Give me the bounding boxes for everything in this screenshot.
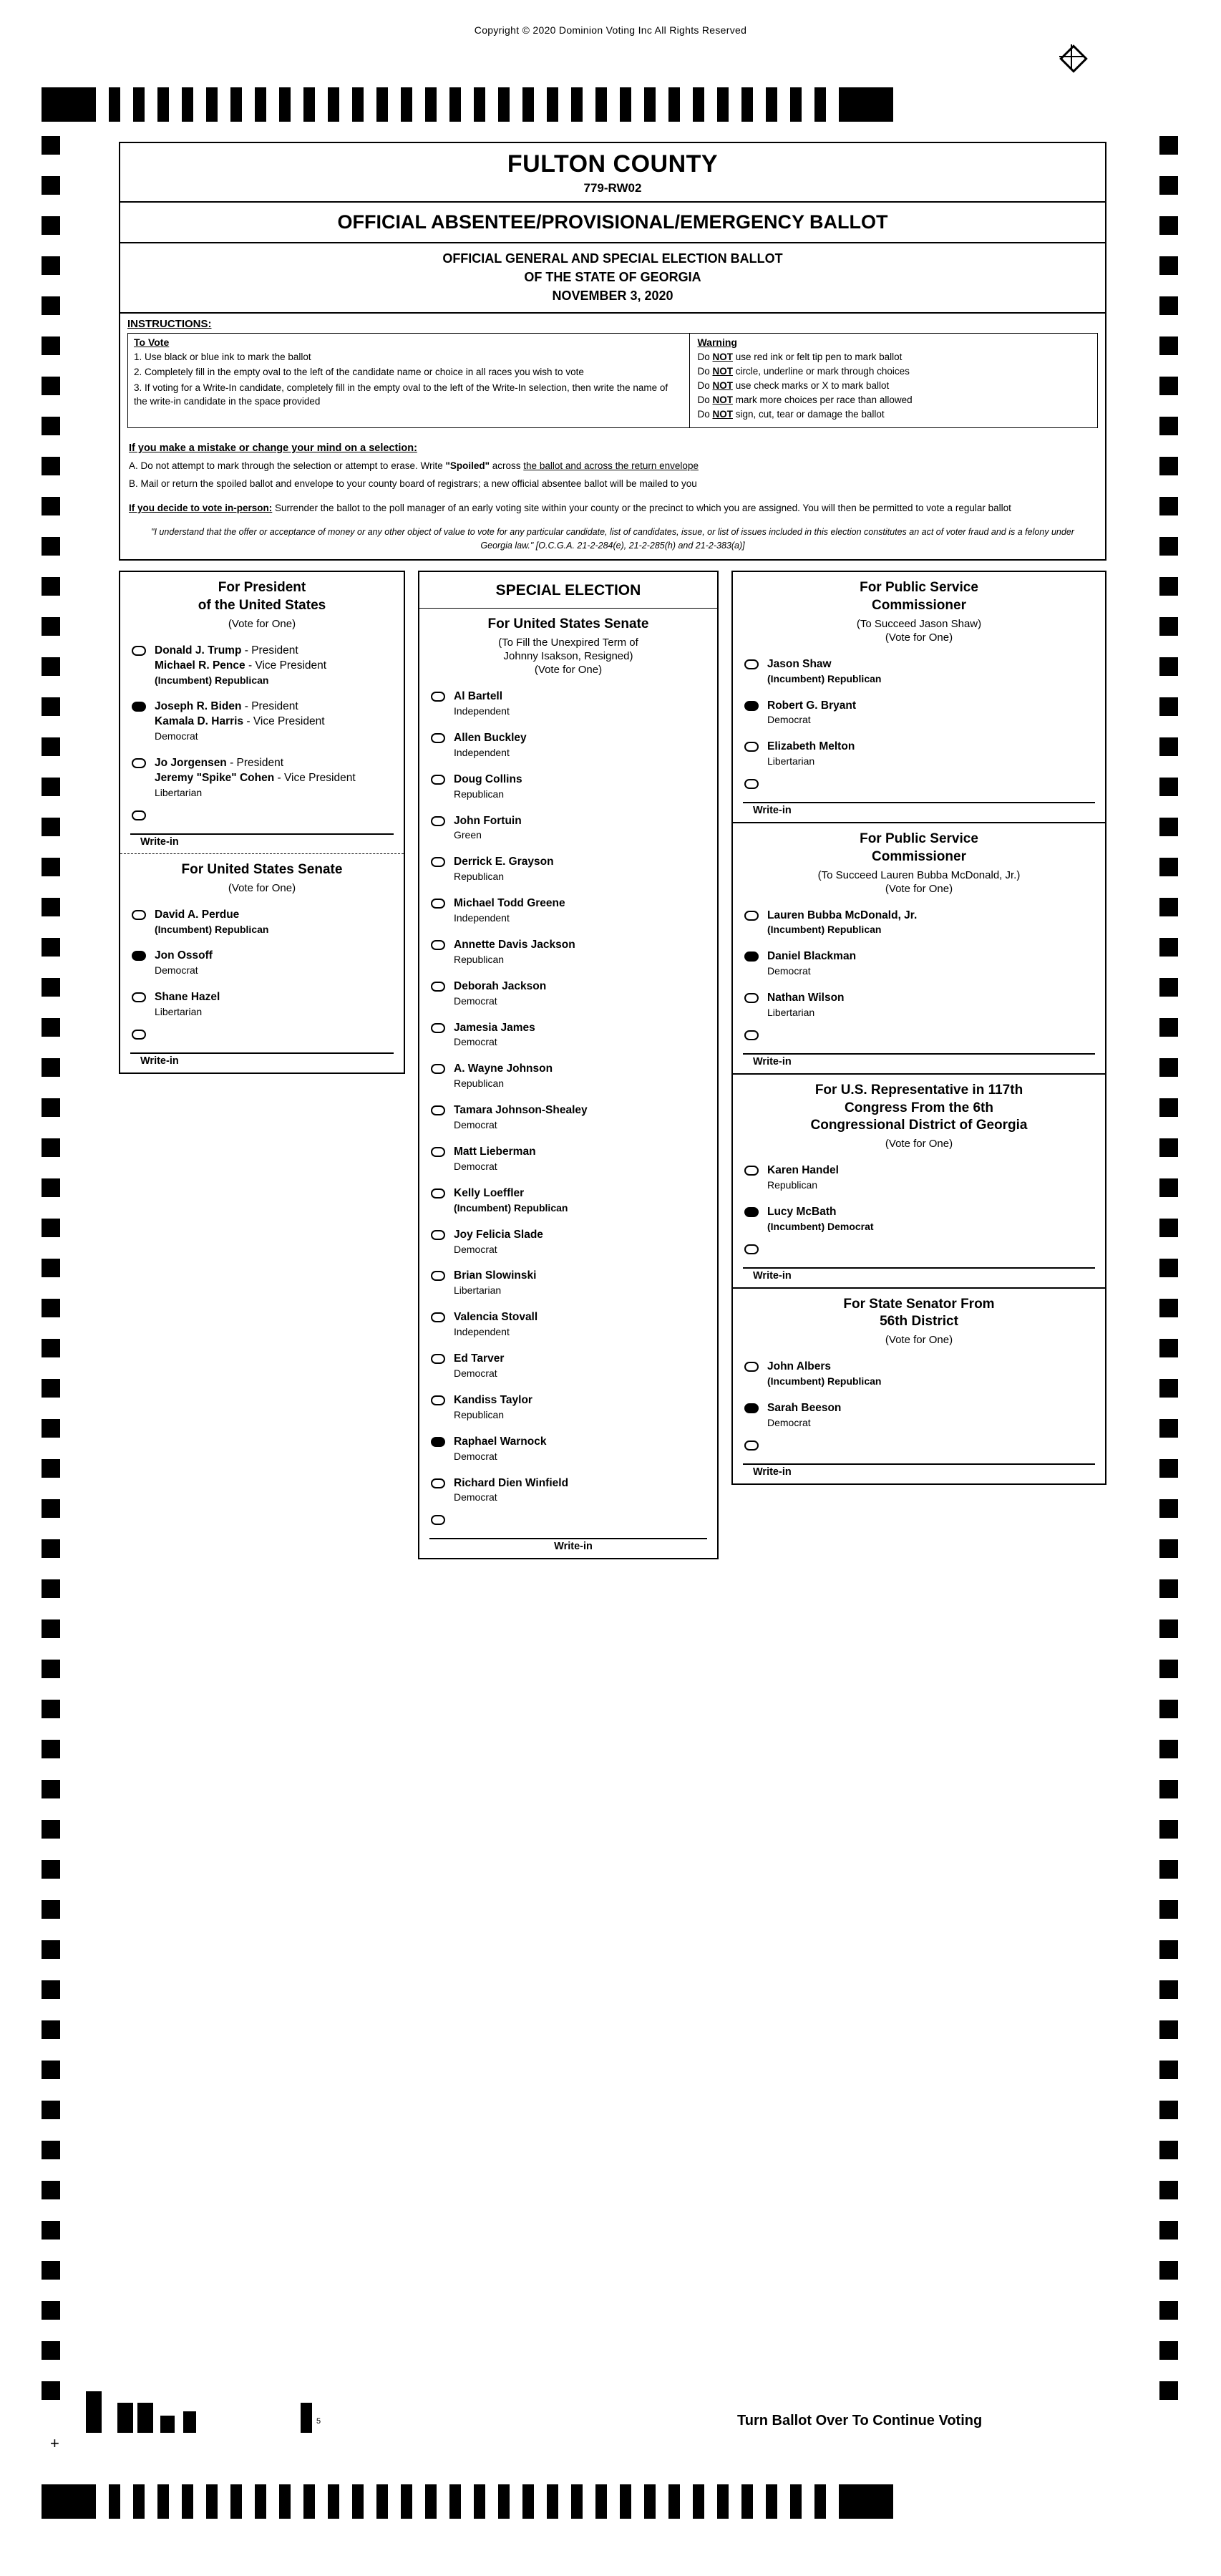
ballot-columns: [119, 571, 1106, 1559]
candidate-name: Tamara Johnson-Shealey: [454, 1104, 588, 1117]
candidate-name: Deborah Jackson: [454, 979, 547, 992]
candidate-party: Republican: [454, 788, 505, 800]
candidate-name-2: Jeremy "Spike" Cohen: [155, 772, 275, 785]
warning-item: Do NOT mark more choices per race than allowed: [697, 394, 913, 406]
mistake-title: If you make a mistake or change your mind on a selection:: [129, 442, 417, 455]
warning-item: Do NOT sign, cut, tear or damage the ballot: [697, 409, 885, 420]
candidate-party: Democrat: [454, 994, 497, 1007]
in-person-label: If you decide to vote in-person:: [129, 502, 273, 513]
instructions-title: INSTRUCTIONS:: [127, 318, 212, 331]
contest-us-senate-special: [418, 571, 719, 1559]
vote-oval[interactable]: [744, 1362, 759, 1372]
to-vote-item: 3. If voting for a Write-In candidate, completely fill in the empty oval to the left of the Write-In selection, then write the name of the write-in candidate in the space provided: [134, 382, 668, 407]
candidate-party: Libertarian: [767, 755, 815, 768]
contest-title: [733, 1075, 1105, 1136]
candidate-option[interactable]: [419, 1387, 717, 1428]
candidate-option[interactable]: [733, 1157, 1105, 1199]
candidate-option[interactable]: [419, 766, 717, 808]
contest-psc-mcdonald: [731, 823, 1106, 1075]
vote-oval[interactable]: [431, 1023, 445, 1033]
vote-oval[interactable]: [431, 733, 445, 743]
contest-title-line: of the United States: [198, 598, 326, 614]
write-in-area[interactable]: [733, 1030, 1105, 1073]
candidate-option[interactable]: [419, 848, 717, 890]
candidate-option[interactable]: [419, 1138, 717, 1180]
candidate-name: Kelly Loeffler: [454, 1186, 525, 1199]
contest-sub-line: (To Fill the Unexpired Term of: [498, 636, 638, 649]
candidate-option[interactable]: [120, 637, 404, 694]
candidate-list: [419, 683, 717, 1511]
timing-marks-left: [42, 136, 60, 2421]
timing-marks-top: [42, 87, 1179, 122]
candidate-role-2: - Vice President: [245, 659, 327, 672]
candidate-name: Joy Felicia Slade: [454, 1228, 543, 1241]
turn-ballot-notice: Turn Ballot Over To Continue Voting: [737, 2413, 983, 2429]
vote-oval[interactable]: [431, 1437, 445, 1447]
candidate-party: Democrat: [767, 1416, 811, 1428]
candidate-name: Kandiss Taylor: [454, 1393, 532, 1406]
vote-oval[interactable]: [744, 701, 759, 711]
vote-oval[interactable]: [431, 1354, 445, 1364]
candidate-party: Democrat: [454, 1119, 497, 1131]
candidate-name: Valencia Stovall: [454, 1311, 538, 1324]
vote-oval[interactable]: [744, 1166, 759, 1176]
contest-title-line: For Public Service: [860, 831, 978, 847]
registration-mark-icon: [1059, 44, 1084, 69]
candidate-party: (Incumbent) Republican: [454, 1201, 568, 1214]
candidate-name: Doug Collins: [454, 773, 522, 785]
contest-title-line: Commissioner: [872, 848, 966, 864]
candidate-option[interactable]: [120, 750, 404, 806]
contest-psc-shaw: [731, 571, 1106, 823]
candidate-party: (Incumbent) Republican: [155, 674, 269, 686]
candidate-name: Elizabeth Melton: [767, 740, 855, 753]
write-in-label: Write-in: [753, 1269, 792, 1282]
candidate-name-2: Michael R. Pence: [155, 659, 245, 672]
contest-vote-for: (Vote for One): [228, 881, 296, 894]
candidate-role: - President: [241, 644, 298, 657]
copyright-notice: Copyright © 2020 Dominion Voting Inc All Rights Reserved: [474, 24, 747, 36]
vote-oval[interactable]: [132, 992, 146, 1002]
candidate-party: Democrat: [767, 714, 811, 726]
candidate-name: Sarah Beeson: [767, 1401, 842, 1414]
timing-marks-bottom: [42, 2484, 1179, 2519]
candidate-party: Democrat: [767, 965, 811, 977]
write-in-label: Write-in: [753, 1466, 792, 1478]
vote-oval[interactable]: [431, 1230, 445, 1240]
write-in-label: Write-in: [554, 1541, 593, 1553]
candidate-option[interactable]: [120, 984, 404, 1025]
candidate-option[interactable]: [120, 693, 404, 750]
candidate-option[interactable]: [419, 1470, 717, 1511]
candidate-party: Democrat: [454, 1491, 497, 1504]
ballot-header: [119, 142, 1106, 561]
vote-oval[interactable]: [431, 816, 445, 826]
candidate-option[interactable]: [419, 808, 717, 849]
vote-oval[interactable]: [132, 702, 146, 712]
candidate-name: Jon Ossoff: [155, 949, 213, 962]
candidate-party: Democrat: [454, 1367, 497, 1379]
to-vote-item: 2. Completely fill in the empty oval to the left of the candidate name or choice in all races you wish to vote: [134, 367, 584, 378]
candidate-option[interactable]: [419, 1262, 717, 1304]
write-in-label: Write-in: [753, 1056, 792, 1067]
contest-title-line: Congress From the 6th: [845, 1100, 993, 1115]
candidate-option[interactable]: [733, 984, 1105, 1026]
vote-oval[interactable]: [132, 758, 146, 768]
candidate-party: Democrat: [155, 730, 198, 742]
candidate-option[interactable]: [419, 1304, 717, 1345]
contest-title-line: Congressional District of Georgia: [810, 1118, 1028, 1133]
vote-oval[interactable]: [431, 775, 445, 785]
write-in-label: Write-in: [140, 836, 179, 848]
vote-oval[interactable]: [744, 659, 759, 669]
subtitle-line-3: NOVEMBER 3, 2020: [552, 289, 673, 304]
column-middle: [418, 571, 719, 1559]
contest-title: For United States Senate: [181, 861, 343, 877]
vote-oval[interactable]: [431, 940, 445, 950]
vote-oval[interactable]: [744, 911, 759, 921]
candidate-name: Lucy McBath: [767, 1205, 837, 1218]
contest-title: [733, 1289, 1105, 1332]
candidate-option[interactable]: [419, 683, 717, 725]
candidate-name: Donald J. Trump: [155, 644, 242, 657]
contest-title-line: Commissioner: [872, 598, 966, 614]
candidate-name: Nathan Wilson: [767, 992, 845, 1004]
vote-oval[interactable]: [431, 692, 445, 702]
candidate-option[interactable]: [733, 1395, 1105, 1436]
contest-sub-line: Johnny Isakson, Resigned): [503, 650, 633, 663]
vote-oval[interactable]: [431, 1147, 445, 1157]
write-in-area[interactable]: [120, 1030, 404, 1072]
contest-vote-for: (Vote for One): [885, 882, 953, 895]
write-in-area[interactable]: [120, 810, 404, 853]
alignment-plus-mark: +: [50, 2434, 59, 2452]
vote-oval[interactable]: [744, 993, 759, 1003]
candidate-option[interactable]: [419, 725, 717, 766]
warning-item: Do NOT use red ink or felt tip pen to mark ballot: [697, 352, 903, 363]
candidate-option[interactable]: [733, 733, 1105, 775]
ballot-side-label: 5: [316, 2417, 321, 2426]
contest-president: [119, 571, 405, 1074]
write-in-oval[interactable]: [744, 779, 759, 789]
contest-vote-for: (Vote for One): [228, 617, 296, 630]
candidate-name: Lauren Bubba McDonald, Jr.: [767, 909, 918, 921]
write-in-area[interactable]: [419, 1515, 717, 1558]
vote-oval[interactable]: [744, 952, 759, 962]
candidate-name: Jason Shaw: [767, 657, 832, 670]
candidate-party: Republican: [454, 871, 505, 883]
county-name: FULTON COUNTY: [507, 150, 719, 178]
candidate-name: Karen Handel: [767, 1164, 839, 1177]
candidate-name: Allen Buckley: [454, 731, 527, 744]
candidate-name: Matt Lieberman: [454, 1146, 536, 1158]
subtitle-line-1: OFFICIAL GENERAL AND SPECIAL ELECTION BALLOT: [442, 251, 783, 266]
contest-us-representative: [731, 1075, 1106, 1289]
contest-title-line: For Public Service: [860, 580, 978, 596]
candidate-party: Democrat: [155, 964, 198, 977]
write-in-label: Write-in: [753, 805, 792, 817]
contest-sub-line: (To Succeed Jason Shaw): [856, 617, 982, 630]
candidate-option[interactable]: [733, 692, 1105, 734]
candidate-option[interactable]: [419, 1097, 717, 1138]
write-in-area[interactable]: [733, 1244, 1105, 1287]
vote-oval[interactable]: [431, 1395, 445, 1405]
candidate-option[interactable]: [419, 1345, 717, 1387]
write-in-oval[interactable]: [744, 1030, 759, 1040]
candidate-party: Democrat: [454, 1450, 497, 1462]
mistake-item: B. Mail or return the spoiled ballot and envelope to your county board of registrars; a new official absentee ballot will be mailed to you: [129, 478, 697, 490]
in-person-note: [120, 498, 1105, 521]
candidate-name: Joseph R. Biden: [155, 700, 242, 713]
to-vote-title: To Vote: [134, 336, 170, 349]
candidate-party: Libertarian: [767, 1007, 815, 1019]
candidate-party: Independent: [454, 912, 510, 924]
subtitle-line-2: OF THE STATE OF GEORGIA: [524, 270, 701, 285]
candidate-name: Raphael Warnock: [454, 1435, 547, 1448]
contest-title-line: For President: [218, 580, 306, 596]
candidate-option[interactable]: [419, 1015, 717, 1056]
candidate-name: Brian Slowinski: [454, 1269, 537, 1282]
candidate-party: Independent: [454, 746, 510, 758]
contest-vote-for: (Vote for One): [885, 1334, 953, 1347]
candidate-name: Shane Hazel: [155, 991, 220, 1004]
candidate-name: John Albers: [767, 1360, 831, 1373]
candidate-name: Al Bartell: [454, 690, 503, 703]
candidate-name: Michael Todd Greene: [454, 897, 565, 910]
write-in-oval[interactable]: [744, 1440, 759, 1451]
to-vote-item: 1. Use black or blue ink to mark the ballot: [134, 352, 311, 363]
vote-oval[interactable]: [132, 646, 146, 656]
candidate-option[interactable]: [120, 901, 404, 943]
in-person-text: Surrender the ballot to the poll manager of an early voting site within your county or the precinct to which you are assigned. You will then be permitted to vote a regular ballot: [272, 502, 1011, 513]
candidate-party: Republican: [767, 1178, 818, 1191]
contest-title-line: For State Senator From: [843, 1296, 995, 1312]
contest-title: [733, 823, 1105, 867]
contest-vote-for: (Vote for One): [885, 1138, 953, 1151]
column-right: [731, 571, 1106, 1484]
candidate-party: Libertarian: [155, 787, 203, 799]
vote-oval[interactable]: [431, 1312, 445, 1322]
mistake-item: A. Do not attempt to mark through the selection or attempt to erase. Write "Spoiled" across the ballot and across the return envelope: [129, 460, 699, 472]
write-in-oval[interactable]: [744, 1244, 759, 1254]
candidate-role: - President: [226, 757, 284, 770]
write-in-oval[interactable]: [132, 810, 146, 820]
candidate-role-2: - Vice President: [274, 772, 356, 785]
candidate-name: Jo Jorgensen: [155, 757, 227, 770]
vote-oval[interactable]: [431, 982, 445, 992]
mistake-section: [120, 435, 1105, 498]
candidate-party: Libertarian: [454, 1284, 502, 1297]
contest-state-senator: [731, 1289, 1106, 1485]
candidate-option[interactable]: [419, 931, 717, 973]
candidate-role-2: - Vice President: [243, 715, 325, 728]
candidate-party: (Incumbent) Republican: [767, 924, 882, 936]
write-in-area[interactable]: [733, 779, 1105, 822]
candidate-name: David A. Perdue: [155, 908, 240, 921]
candidate-name: Daniel Blackman: [767, 950, 857, 963]
candidate-name: Annette Davis Jackson: [454, 938, 575, 951]
write-in-oval[interactable]: [132, 1030, 146, 1040]
write-in-label: Write-in: [140, 1055, 179, 1067]
vote-oval[interactable]: [431, 899, 445, 909]
candidate-party: Democrat: [454, 1160, 497, 1172]
to-vote-box: [127, 333, 690, 428]
candidate-option[interactable]: [733, 1353, 1105, 1395]
candidate-name: John Fortuin: [454, 814, 522, 827]
ballot-subtitle: [120, 243, 1105, 312]
candidate-option[interactable]: [419, 1055, 717, 1097]
candidate-party: (Incumbent) Republican: [155, 923, 269, 935]
vote-oval[interactable]: [431, 1271, 445, 1281]
vote-oval[interactable]: [744, 1207, 759, 1217]
candidate-party: Libertarian: [155, 1006, 203, 1018]
instructions-section: [120, 312, 1105, 435]
contest-title: For United States Senate: [487, 616, 649, 632]
candidate-party: (Incumbent) Republican: [767, 672, 882, 684]
vote-oval[interactable]: [431, 1064, 445, 1074]
candidate-party: Republican: [454, 1408, 505, 1420]
vote-oval[interactable]: [431, 857, 445, 867]
candidate-name: Derrick E. Grayson: [454, 856, 554, 868]
candidate-name: Jamesia James: [454, 1021, 535, 1034]
candidate-option[interactable]: [733, 902, 1105, 944]
candidate-party: (Incumbent) Republican: [767, 1375, 882, 1387]
contest-vote-for: (Vote for One): [885, 631, 953, 644]
write-in-area[interactable]: [733, 1440, 1105, 1483]
warning-item: Do NOT use check marks or X to mark ballot: [697, 380, 890, 392]
candidate-name: Ed Tarver: [454, 1352, 505, 1365]
candidate-option[interactable]: [419, 1428, 717, 1470]
candidate-party: Republican: [454, 1078, 505, 1090]
attestation-text: "I understand that the offer or acceptance of money or any other object of value to vote for any particular candidate, list of candidates, issue, or list of issues included in this election constitutes an act of voter fraud and is a felony under Georgia law." [O.C.G.A. 21-2-284(e), 21-2-285(h) and 21-2-383(a)]: [151, 526, 1074, 551]
warning-title: Warning: [697, 336, 737, 349]
candidate-option[interactable]: [419, 973, 717, 1015]
candidate-party: Democrat: [454, 1036, 497, 1048]
contest-sub-line: (To Succeed Lauren Bubba McDonald, Jr.): [817, 868, 1021, 881]
candidate-role: - President: [241, 700, 298, 713]
candidate-option[interactable]: [733, 943, 1105, 984]
write-in-oval[interactable]: [431, 1515, 445, 1525]
candidate-option[interactable]: [419, 890, 717, 931]
vote-oval[interactable]: [431, 1478, 445, 1488]
candidate-name: A. Wayne Johnson: [454, 1062, 553, 1075]
candidate-option[interactable]: [419, 1180, 717, 1221]
vote-oval[interactable]: [744, 742, 759, 752]
candidate-party: Republican: [454, 953, 505, 965]
warning-box: [690, 333, 1098, 428]
candidate-option[interactable]: [120, 942, 404, 984]
candidate-name-2: Kamala D. Harris: [155, 715, 244, 728]
candidate-option[interactable]: [733, 651, 1105, 692]
candidate-name: Robert G. Bryant: [767, 699, 857, 712]
candidate-name: Richard Dien Winfield: [454, 1476, 569, 1489]
vote-oval[interactable]: [431, 1188, 445, 1199]
timing-marks-right: [1159, 136, 1178, 2421]
special-election-header: SPECIAL ELECTION: [495, 582, 641, 599]
contest-vote-for: (Vote for One): [534, 664, 603, 677]
vote-oval[interactable]: [431, 1105, 445, 1115]
vote-oval[interactable]: [744, 1403, 759, 1413]
contest-title: [120, 572, 404, 616]
candidate-party: Green: [454, 829, 482, 841]
candidate-option[interactable]: [419, 1221, 717, 1263]
contest-title: [733, 572, 1105, 616]
official-ballot-title: OFFICIAL ABSENTEE/PROVISIONAL/EMERGENCY BALLOT: [337, 211, 888, 233]
warning-item: Do NOT circle, underline or mark through choices: [697, 366, 910, 377]
ballot-code: 779-RW02: [583, 181, 642, 195]
candidate-party: Independent: [454, 704, 510, 717]
contest-title-line: 56th District: [880, 1314, 958, 1330]
candidate-party: Independent: [454, 1326, 510, 1338]
candidate-option[interactable]: [733, 1199, 1105, 1240]
vote-oval[interactable]: [132, 910, 146, 920]
candidate-party: Democrat: [454, 1243, 497, 1255]
vote-oval[interactable]: [132, 951, 146, 961]
contest-title-line: For U.S. Representative in 117th: [814, 1083, 1023, 1098]
ballot-sheet: [119, 142, 1106, 1559]
candidate-party: (Incumbent) Democrat: [767, 1220, 874, 1232]
column-left: [119, 571, 405, 1074]
